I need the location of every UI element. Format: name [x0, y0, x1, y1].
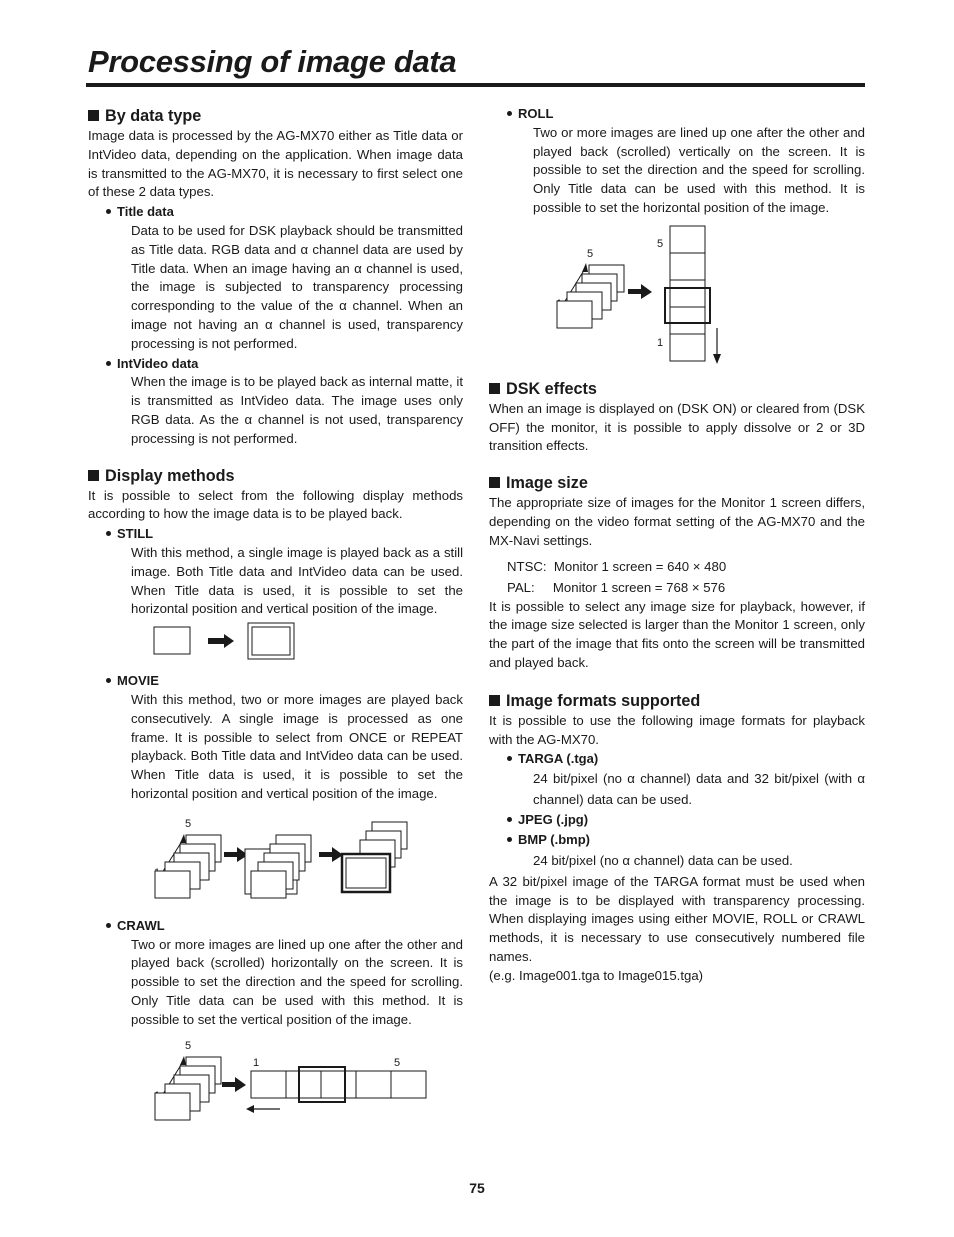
bullet-label: STILL: [117, 526, 154, 542]
bullet-dot-icon: [106, 923, 111, 928]
bmp-text: 24 bit/pixel (no α channel) data can be used.: [533, 852, 793, 868]
right-column: [489, 105, 865, 986]
heading-text: By data type: [105, 107, 202, 125]
still-text: With this method, a single image is played back as a still image. Both Title data and IntVideo data can be used. When Title data is used, it is possible to set the horizontal position and vertical position of the image.: [131, 544, 463, 617]
bullet-movie: [106, 672, 463, 691]
crawl-label-5-right: 5: [394, 1057, 401, 1070]
bullet-dot-icon: [507, 817, 512, 822]
section-heading-by-data-type: [88, 105, 463, 127]
bullet-still: [106, 525, 463, 544]
movie-diagram: [88, 804, 463, 916]
heading-text: Display methods: [105, 466, 235, 485]
crawl-label-5-left: 5: [185, 1040, 192, 1053]
roll-diagram: [489, 218, 865, 378]
section-heading-display-methods: [88, 465, 463, 487]
bullet-dot-icon: [507, 837, 512, 842]
page-title: Processing of image data: [88, 44, 457, 79]
bullet-targa: [507, 750, 865, 769]
image-size-text: The appropriate size of images for the Monitor 1 screen differs, depending on the video format setting of the AG-MX70 and the MX-Navi settings.: [489, 495, 865, 548]
formats-intro: It is possible to use the following image formats for playback with the AG-MX70.: [489, 712, 865, 747]
movie-text: With this method, two or more images are played back consecutively. A single image is processed as one frame. It is possible to select from ONCE or REPEAT playback. Both Title data and IntVideo data can be used. When Title data is used, it is possible to set the horizontal position and vertical position of the image.: [131, 691, 463, 801]
pal-spec: PAL: Monitor 1 screen = 768 × 576: [507, 579, 726, 595]
square-bullet-icon: [489, 695, 500, 706]
roll-label-1-right: 1: [657, 336, 664, 349]
heading-text: Image size: [506, 474, 588, 493]
bullet-label: IntVideo data: [117, 355, 199, 371]
bullet-label: BMP (.bmp): [518, 831, 590, 847]
bullet-intvideo-data: [106, 355, 463, 374]
bullet-label: MOVIE: [117, 673, 159, 689]
bullet-label: ROLL: [518, 106, 554, 121]
bullet-roll: [507, 105, 865, 124]
bullet-bmp: [507, 831, 865, 850]
bullet-label: TARGA (.tga): [518, 751, 599, 767]
bullet-label: CRAWL: [117, 917, 165, 933]
square-bullet-icon: [489, 383, 500, 394]
bullet-dot-icon: [106, 209, 111, 214]
formats-closing: A 32 bit/pixel image of the TARGA format must be used when the image is to be displayed with transparency processing. When displaying images using either MOVIE, ROLL or CRAWL methods, it is necessary to use consecutively numbered file names.: [489, 873, 865, 964]
image-size-note: It is possible to select any image size for playback, however, if the image size selected is larger than the Monitor 1 screen, only the part of the image that fits onto the screen will be transmitted and played back.: [489, 598, 865, 670]
square-bullet-icon: [88, 470, 99, 481]
display-methods-intro: It is possible to select from the following display methods according to how the image data is to be played back.: [88, 487, 463, 522]
targa-text: 24 bit/pixel (no α channel) data and 32 bit/pixel (with α channel) data can be used.: [533, 771, 865, 807]
crawl-text: Two or more images are lined up one after the other and played back (scrolled) horizontally on the screen. It is possible to set the direction and the speed for scrolling. Only Title data can be used with this method. It is possible to set the vertical position of the image.: [131, 936, 463, 1027]
section-heading-image-size: [489, 472, 865, 494]
still-diagram: [88, 619, 463, 671]
dsk-text: When an image is displayed on (DSK ON) or cleared from (DSK OFF) the monitor, it is possible to apply dissolve or 2 or 3D transition effects.: [489, 400, 865, 454]
intvideo-data-text: When the image is to be played back as internal matte, it is transmitted as IntVideo data. The image uses only RGB data. As the α channel is not used, transparency processing is not performed.: [131, 374, 463, 446]
heading-text: DSK effects: [506, 379, 597, 398]
title-data-text: Data to be used for DSK playback should be transmitted as Title data. RGB data and α channel data are used by Title data. When an image having an α channel is used, the image is subjected to transparency processing corresponding to the value of the α channel. When an image not having an α channel is used, transparency processing is not performed.: [131, 222, 463, 351]
section-heading-image-formats: [489, 690, 865, 712]
bullet-title-data: [106, 203, 463, 222]
bullet-dot-icon: [106, 678, 111, 683]
bullet-dot-icon: [106, 531, 111, 536]
movie-label-5: 5: [185, 817, 192, 830]
bullet-crawl: [106, 917, 463, 936]
square-bullet-icon: [489, 477, 500, 488]
heading-text: Image formats supported: [506, 691, 701, 710]
roll-text: Two or more images are lined up one after the other and played back (scrolled) vertically on the screen. It is possible to set the direction and the speed for scrolling. Only Title data can be used with this method. It is possible to set the horizontal position of the image.: [533, 124, 865, 215]
bullet-dot-icon: [106, 361, 111, 366]
left-column: [88, 105, 463, 1129]
bullet-dot-icon: [507, 756, 512, 761]
square-bullet-icon: [88, 110, 99, 121]
bullet-dot-icon: [507, 111, 512, 116]
page-number: 75: [469, 1180, 485, 1196]
section-heading-dsk-effects: [489, 378, 865, 400]
bullet-label: JPEG (.jpg): [518, 812, 589, 828]
formats-example: (e.g. Image001.tga to Image015.tga): [489, 967, 704, 983]
by-data-type-intro: Image data is processed by the AG-MX70 either as Title data or IntVideo data, depending on the application. When image data is transmitted to the AG-MX70, it is necessary to first select one of these 2 data types.: [88, 128, 463, 200]
title-rule: [86, 83, 865, 87]
roll-label-5-right: 5: [657, 237, 664, 250]
bullet-jpeg: [507, 811, 865, 830]
roll-label-5-left: 5: [587, 247, 594, 260]
crawl-label-1-right: 1: [253, 1057, 260, 1070]
bullet-label: Title data: [117, 204, 174, 220]
crawl-diagram: [88, 1029, 463, 1129]
ntsc-spec: NTSC: Monitor 1 screen = 640 × 480: [507, 558, 727, 574]
